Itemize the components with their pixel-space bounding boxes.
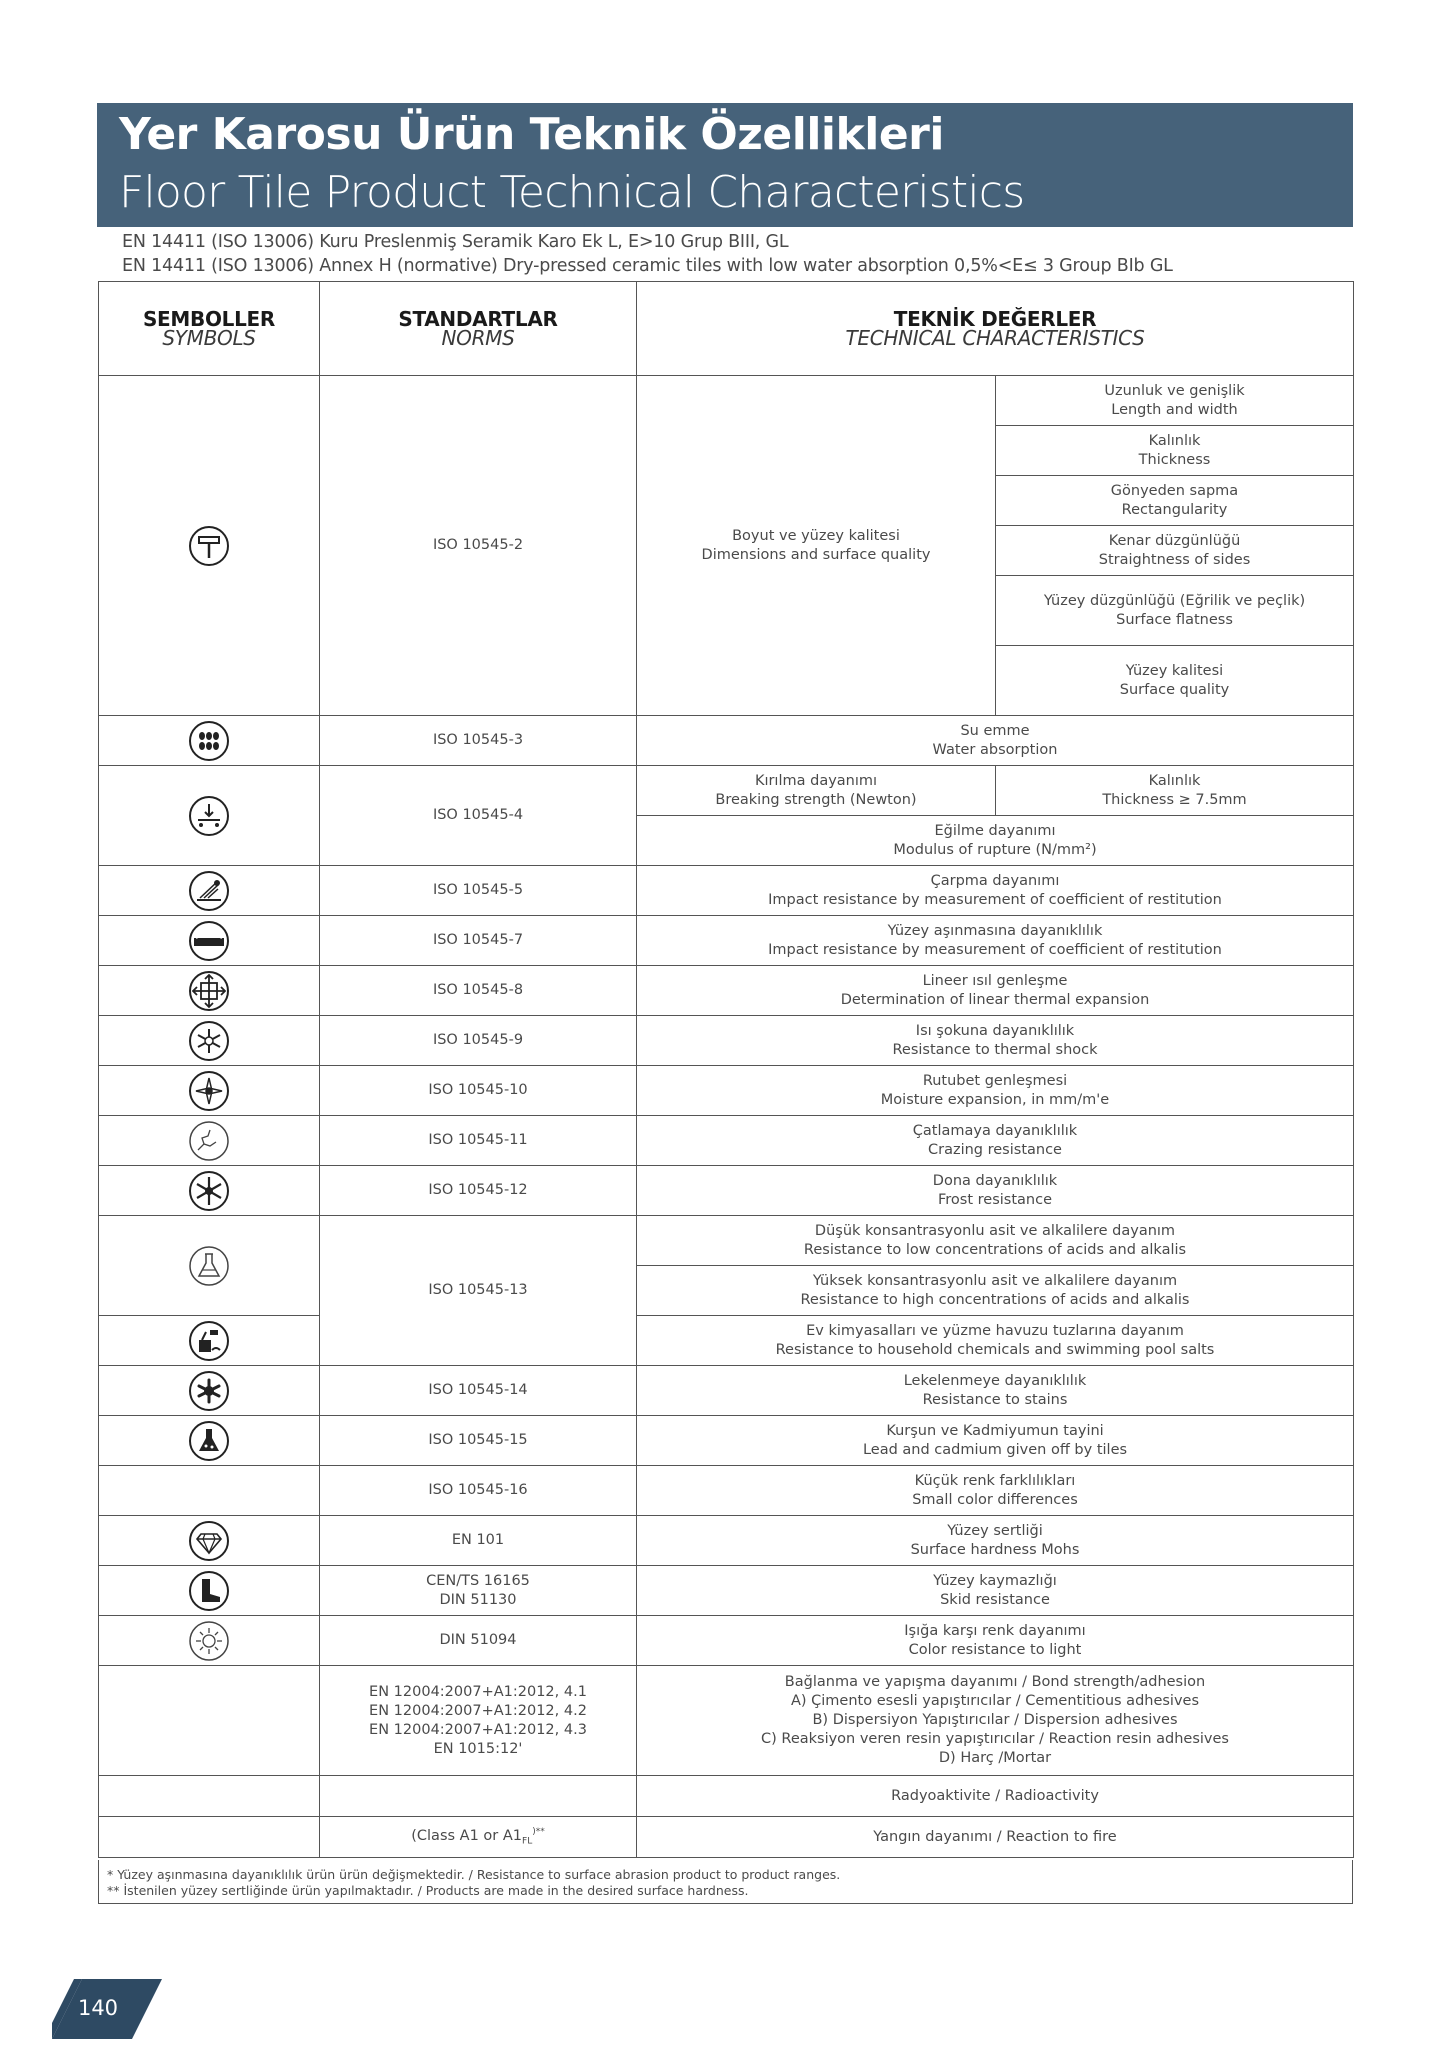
impact-icon bbox=[188, 870, 230, 912]
table-row bbox=[99, 1416, 1354, 1466]
table-row bbox=[99, 376, 1354, 426]
color-norm: ISO 10545-16 bbox=[320, 1466, 637, 1516]
bond-norms: EN 12004:2007+A1:2012, 4.1 EN 12004:2007+A1:2012, 4.2 EN 12004:2007+A1:2012, 4.3 EN 1015:12' bbox=[320, 1666, 637, 1776]
stain-splash-icon bbox=[188, 1370, 230, 1412]
table-row bbox=[99, 916, 1354, 966]
water-drops-icon bbox=[188, 720, 230, 762]
color-value: Küçük renk farklılıkları Small color differences bbox=[637, 1466, 1354, 1516]
subtitle-line-1: EN 14411 (ISO 13006) Kuru Preslenmiş Seramik Karo Ek L, E>10 Grup BIII, GL bbox=[122, 232, 789, 252]
expansion-arrows-icon bbox=[188, 970, 230, 1012]
table-row bbox=[99, 766, 1354, 816]
frost-value: Dona dayanıklılık Frost resistance bbox=[637, 1166, 1354, 1216]
abrasion-value: Yüzey aşınmasına dayanıklılık Impact resistance by measurement of coefficient of restitution bbox=[637, 916, 1354, 966]
table-row bbox=[99, 1776, 1354, 1817]
caliper-icon bbox=[188, 525, 230, 567]
table-row bbox=[99, 1666, 1354, 1776]
subtitle-line-2: EN 14411 (ISO 13006) Annex H (normative) Dry-pressed ceramic tiles with low water absorption 0,5%<E≤ 3 Group BIb GL bbox=[122, 256, 1173, 276]
title-en: Floor Tile Product Technical Characteristics bbox=[119, 167, 1025, 218]
breaking-norm: ISO 10545-4 bbox=[320, 766, 637, 866]
moisture-norm: ISO 10545-10 bbox=[320, 1066, 637, 1116]
sun-icon bbox=[188, 1620, 230, 1662]
boot-icon bbox=[188, 1570, 230, 1612]
breaking-b: Kalınlık Thickness ≥ 7.5mm bbox=[996, 766, 1354, 816]
footnotes: * Yüzey aşınmasına dayanıklılık ürün ürün değişmektedir. / Resistance to surface abrasion product to product ranges. ** İstenilen yüzey sertliğinde ürün yapılmaktadır. / Products are made in the desired surface hardness. bbox=[98, 1860, 1353, 1904]
abrasion-norm: ISO 10545-7 bbox=[320, 916, 637, 966]
chemical-c: Ev kimyasalları ve yüzme havuzu tuzlarına dayanım Resistance to household chemicals and swimming pool salts bbox=[637, 1316, 1354, 1366]
moisture-compass-icon bbox=[188, 1070, 230, 1112]
table-row bbox=[99, 1116, 1354, 1166]
spec-table bbox=[98, 281, 1354, 1858]
table-row bbox=[99, 1366, 1354, 1416]
breaking-a: Kırılma dayanımı Breaking strength (Newton) bbox=[637, 766, 996, 816]
snowflake-icon bbox=[188, 1170, 230, 1212]
fire-norm: (Class A1 or $A1_{FL}^{)**}$ bbox=[320, 1817, 637, 1858]
table-row bbox=[99, 866, 1354, 916]
dim-sub-1: Kalınlık Thickness bbox=[996, 426, 1354, 476]
radio-value: Radyoaktivite / Radioactivity bbox=[637, 1776, 1354, 1817]
lead-value: Kurşun ve Kadmiyumun tayini Lead and cadmium given off by tiles bbox=[637, 1416, 1354, 1466]
household-chemicals-icon bbox=[188, 1320, 230, 1362]
water-value: Su emme Water absorption bbox=[637, 716, 1354, 766]
title-banner bbox=[97, 103, 1353, 227]
frost-norm: ISO 10545-12 bbox=[320, 1166, 637, 1216]
lab-flask-icon bbox=[188, 1420, 230, 1462]
impact-norm: ISO 10545-5 bbox=[320, 866, 637, 916]
table-row bbox=[99, 1616, 1354, 1666]
shock-value: Isı şokuna dayanıklılık Resistance to thermal shock bbox=[637, 1016, 1354, 1066]
lead-norm: ISO 10545-15 bbox=[320, 1416, 637, 1466]
breaking-c: Eğilme dayanımı Modulus of rupture (N/mm²) bbox=[637, 816, 1354, 866]
table-row bbox=[99, 1216, 1354, 1266]
stains-norm: ISO 10545-14 bbox=[320, 1366, 637, 1416]
dim-sub-3: Kenar düzgünlüğü Straightness of sides bbox=[996, 526, 1354, 576]
stains-value: Lekelenmeye dayanıklılık Resistance to stains bbox=[637, 1366, 1354, 1416]
bond-value: Bağlanma ve yapışma dayanımı / Bond strength/adhesion A) Çimento esesli yapıştırıcılar / Cementitious adhesives B) Dispersiyon Yapıştırıcılar / Dispersion adhesives C) Reaksiyon veren resin yapıştırıcılar / Reaction resin adhesives D) Harç /Mortar bbox=[637, 1666, 1354, 1776]
dim-sub-0: Uzunluk ve genişlik Length and width bbox=[996, 376, 1354, 426]
dim-sub-5: Yüzey kalitesi Surface quality bbox=[996, 646, 1354, 716]
table-row bbox=[99, 1016, 1354, 1066]
table-row bbox=[99, 966, 1354, 1016]
moisture-value: Rutubet genleşmesi Moisture expansion, in mm/m'e bbox=[637, 1066, 1354, 1116]
page-number: 140 bbox=[77, 1996, 119, 2020]
dim-sub-2: Gönyeden sapma Rectangularity bbox=[996, 476, 1354, 526]
table-header-row bbox=[99, 282, 1354, 376]
water-norm: ISO 10545-3 bbox=[320, 716, 637, 766]
title-tr: Yer Karosu Ürün Teknik Özellikleri bbox=[119, 109, 944, 160]
header-symbols: SEMBOLLER SYMBOLS bbox=[99, 282, 320, 376]
header-norms: STANDARTLAR NORMS bbox=[320, 282, 637, 376]
chemical-norm: ISO 10545-13 bbox=[320, 1216, 637, 1366]
impact-value: Çarpma dayanımı Impact resistance by measurement of coefficient of restitution bbox=[637, 866, 1354, 916]
hardness-value: Yüzey sertliği Surface hardness Mohs bbox=[637, 1516, 1354, 1566]
table-row bbox=[99, 1066, 1354, 1116]
diamond-icon bbox=[188, 1520, 230, 1562]
breaking-strength-icon bbox=[188, 795, 230, 837]
dimensions-norm: ISO 10545-2 bbox=[320, 376, 637, 716]
crazing-value: Çatlamaya dayanıklılık Crazing resistance bbox=[637, 1116, 1354, 1166]
table-row bbox=[99, 1516, 1354, 1566]
chemical-a: Düşük konsantrasyonlu asit ve alkalilere dayanım Resistance to low concentrations of acids and alkalis bbox=[637, 1216, 1354, 1266]
table-row bbox=[99, 1566, 1354, 1616]
hardness-norm: EN 101 bbox=[320, 1516, 637, 1566]
abrasion-icon bbox=[188, 920, 230, 962]
table-row bbox=[99, 1466, 1354, 1516]
light-value: Işığa karşı renk dayanımı Color resistance to light bbox=[637, 1616, 1354, 1666]
table-row bbox=[99, 716, 1354, 766]
table-row bbox=[99, 1817, 1354, 1858]
shock-norm: ISO 10545-9 bbox=[320, 1016, 637, 1066]
light-norm: DIN 51094 bbox=[320, 1616, 637, 1666]
table-row bbox=[99, 1166, 1354, 1216]
header-tech: TEKNİK DEĞERLER TECHNICAL CHARACTERISTICS bbox=[637, 282, 1354, 376]
thermal-norm: ISO 10545-8 bbox=[320, 966, 637, 1016]
dimensions-symbol-cell bbox=[99, 376, 320, 716]
chemical-b: Yüksek konsantrasyonlu asit ve alkalilere dayanım Resistance to high concentrations of acids and alkalis bbox=[637, 1266, 1354, 1316]
thermal-shock-icon bbox=[188, 1020, 230, 1062]
crazing-icon bbox=[188, 1120, 230, 1162]
flask-icon bbox=[188, 1245, 230, 1287]
fire-value: Yangın dayanımı / Reaction to fire bbox=[637, 1817, 1354, 1858]
dim-sub-4: Yüzey düzgünlüğü (Eğrilik ve peçlik) Surface flatness bbox=[996, 576, 1354, 646]
skid-value: Yüzey kaymazlığı Skid resistance bbox=[637, 1566, 1354, 1616]
crazing-norm: ISO 10545-11 bbox=[320, 1116, 637, 1166]
thermal-value: Lineer ısıl genleşme Determination of linear thermal expansion bbox=[637, 966, 1354, 1016]
dimensions-main: Boyut ve yüzey kalitesi Dimensions and surface quality bbox=[637, 376, 996, 716]
skid-norm: CEN/TS 16165 DIN 51130 bbox=[320, 1566, 637, 1616]
